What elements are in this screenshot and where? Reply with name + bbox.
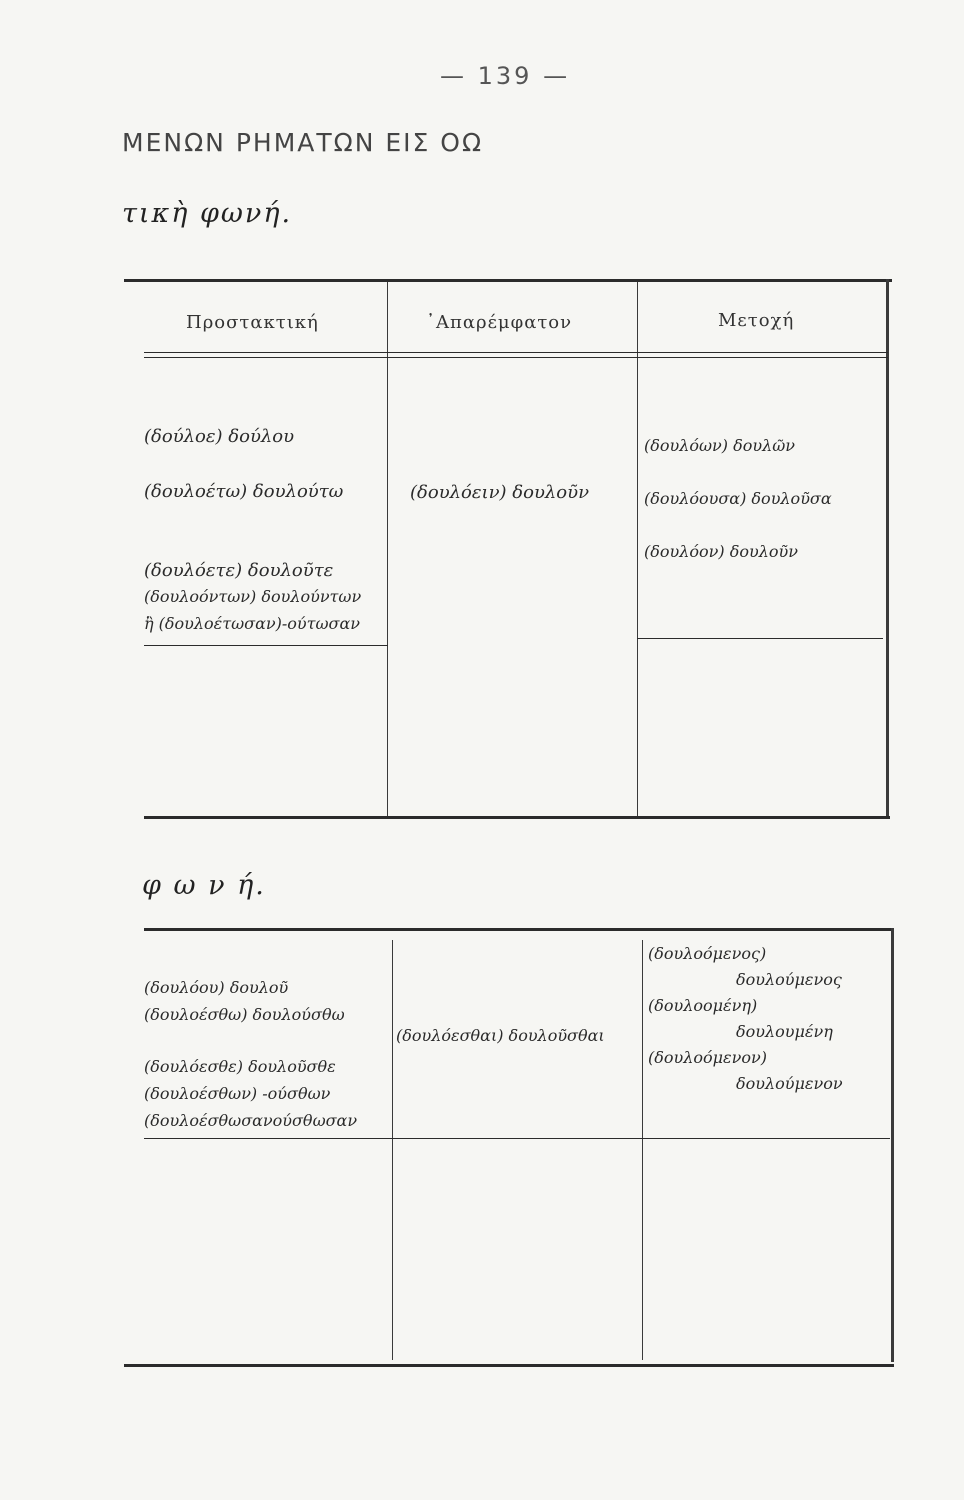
participle-form: δουλούμενον	[736, 1074, 843, 1093]
table2-top-rule	[144, 928, 894, 931]
participle-form: (δουλοόμενος)	[648, 944, 767, 963]
imperative-form: (δουλοέσθωσανούσθωσαν	[144, 1111, 358, 1130]
table1-header-rule-b	[144, 357, 888, 358]
table1-top-rule	[124, 279, 892, 282]
imperative-form: (δουλόεσθε) δουλοῦσθε	[144, 1057, 336, 1076]
imperative-form: ἢ (δουλοέτωσαν)-ούτωσαν	[144, 614, 360, 633]
table2-col-divider-1	[392, 940, 393, 1360]
column-header-participle: Μετοχή	[718, 310, 795, 331]
table1-bottom-rule	[144, 816, 890, 819]
table1-mid-rule-right	[637, 638, 883, 639]
section1-heading: τικὴ φωνή.	[122, 198, 293, 229]
table2-col-divider-2	[642, 940, 643, 1360]
table1-right-border	[886, 279, 889, 819]
table2-right-border	[891, 928, 894, 1362]
imperative-form: (δουλοέτω) δουλούτω	[144, 481, 344, 502]
table1-col-divider-1	[387, 282, 388, 817]
table1-col-divider-2	[637, 282, 638, 817]
column-header-infinitive: ᾿Απαρέμφατον	[426, 312, 573, 333]
section2-heading: φ ω ν ή.	[142, 870, 266, 901]
imperative-form: (δουλοέσθω) δουλούσθω	[144, 1005, 345, 1024]
infinitive-form: (δουλόεσθαι) δουλοῦσθαι	[396, 1026, 605, 1045]
running-head: ΜΕΝΩΝ ΡΗΜΑΤΩΝ ΕΙΣ ΟΩ	[122, 128, 484, 157]
column-header-imperative: Προστακτική	[186, 312, 319, 333]
imperative-form: (δούλοε) δούλου	[144, 426, 295, 447]
imperative-form: (δουλόου) δουλοῦ	[144, 978, 289, 997]
participle-form: (δουλοομένη)	[648, 996, 758, 1015]
infinitive-form: (δουλόειν) δουλοῦν	[410, 482, 590, 503]
table1-mid-rule-left	[144, 645, 388, 646]
imperative-form: (δουλοέσθων) -ούσθων	[144, 1084, 331, 1103]
table1-header-rule-a	[144, 352, 888, 353]
table2-mid-rule	[144, 1138, 890, 1139]
imperative-form: (δουλόετε) δουλοῦτε	[144, 560, 334, 581]
page-number: — 139 —	[440, 62, 571, 90]
participle-form: (δουλοόμενον)	[648, 1048, 767, 1067]
participle-form: (δουλόων) δουλῶν	[644, 436, 796, 455]
participle-form: (δουλόον) δουλοῦν	[644, 542, 798, 561]
imperative-form: (δουλοόντων) δουλούντων	[144, 587, 362, 606]
participle-form: (δουλόουσα) δουλοῦσα	[644, 489, 832, 508]
participle-form: δουλουμένη	[736, 1022, 833, 1041]
participle-form: δουλούμενος	[736, 970, 842, 989]
table2-bottom-rule	[124, 1364, 894, 1367]
